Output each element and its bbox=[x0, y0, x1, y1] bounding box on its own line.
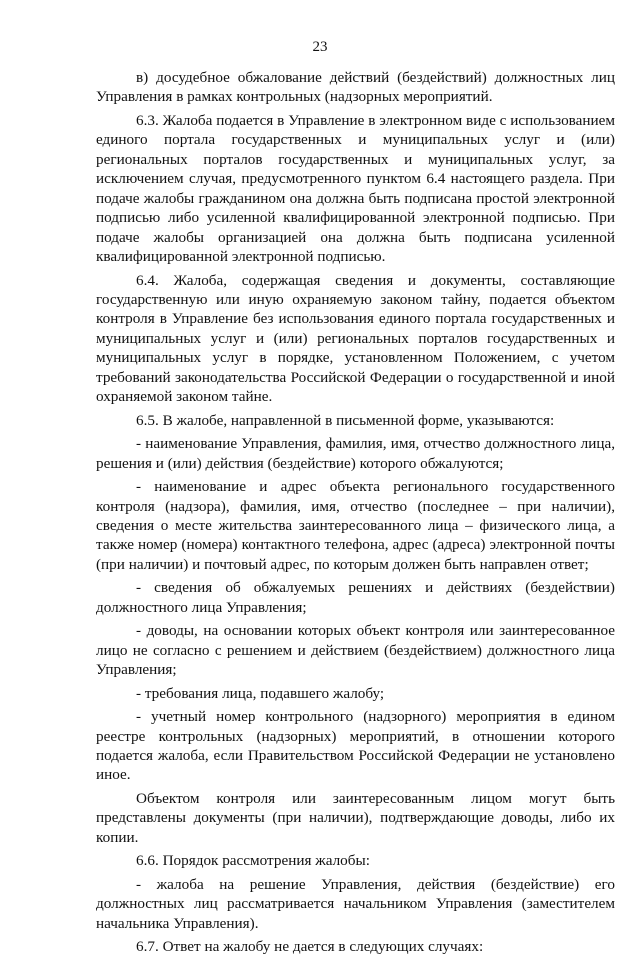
list-item-object-address: - наименование и адрес объекта регионального государственного контроля (надзора), фамилия, имя, отчество (последнее – при наличии), сведения о месте жительства заинтересованного лица – физического лица, а также номер (номера) контактного телефона, адрес (адреса) электронной почты (при наличии) и почтовый адрес, по которым должен быть направлен ответ; bbox=[96, 478, 615, 573]
paragraph-6-6: 6.6. Порядок рассмотрения жалобы: bbox=[136, 852, 370, 870]
list-item-appealed-decisions: - сведения об обжалуемых решениях и действиях (бездействии) должностного лица Управления; bbox=[96, 579, 615, 616]
paragraph-6-5: 6.5. В жалобе, направленной в письменной форме, указываются: bbox=[136, 411, 555, 429]
paragraph-documents: Объектом контроля или заинтересованным лицом могут быть представлены документы (при наличии), подтверждающие доводы, либо их копии. bbox=[96, 789, 615, 846]
paragraph-subitem-v: в) досудебное обжалование действий (бездействий) должностных лиц Управления в рамках контрольных (надзорных мероприятий. bbox=[96, 69, 615, 106]
list-item-registry-number: - учетный номер контрольного (надзорного) мероприятия в едином реестре контрольных (надзорных) мероприятий, в отношении которого подается жалоба, если Правительством Российской Федерации не установлено иное. bbox=[96, 708, 615, 784]
list-item-requirements: - требования лица, подавшего жалобу; bbox=[136, 684, 385, 702]
list-item-review-procedure: - жалоба на решение Управления, действия (бездействие) его должностных лиц рассматривается начальником Управления (заместителем начальника Управления). bbox=[96, 875, 615, 932]
document-body bbox=[96, 68, 615, 956]
page-number: 23 bbox=[312, 39, 328, 55]
list-item-arguments: - доводы, на основании которых объект контроля или заинтересованное лицо не согласно с решением и действием (бездействием) должностного лица Управления; bbox=[96, 622, 615, 679]
list-item-authority-name: - наименование Управления, фамилия, имя, отчество должностного лица, решения и (или) действия (бездействие) которого обжалуются; bbox=[96, 435, 615, 472]
paragraph-6-3: 6.3. Жалоба подается в Управление в электронном виде с использованием единого портала государственных и муниципальных услуг и (или) региональных порталов государственных и муниципальных услуг, за исключением случая, предусмотренного пунктом 6.4 настоящего раздела. При подаче жалобы гражданином она должна быть подписана простой электронной подписью либо усиленной квалифицированной электронной подписью. При подаче жалобы организацией она должна быть подписана усиленной квалифицированной электронной подписью. bbox=[96, 111, 615, 266]
paragraph-6-7: 6.7. Ответ на жалобу не дается в следующих случаях: bbox=[136, 938, 484, 956]
paragraph-6-4: 6.4. Жалоба, содержащая сведения и документы, составляющие государственную или иную охраняемую законом тайну, подается объектом контроля в Управление без использования единого портала государственных и муниципальных услуг и (или) региональных порталов государственных и муниципальных услуг в порядке, установленном Положением, с учетом требований законодательства Российской Федерации о государственной и иной охраняемой законом тайне. bbox=[96, 271, 615, 406]
